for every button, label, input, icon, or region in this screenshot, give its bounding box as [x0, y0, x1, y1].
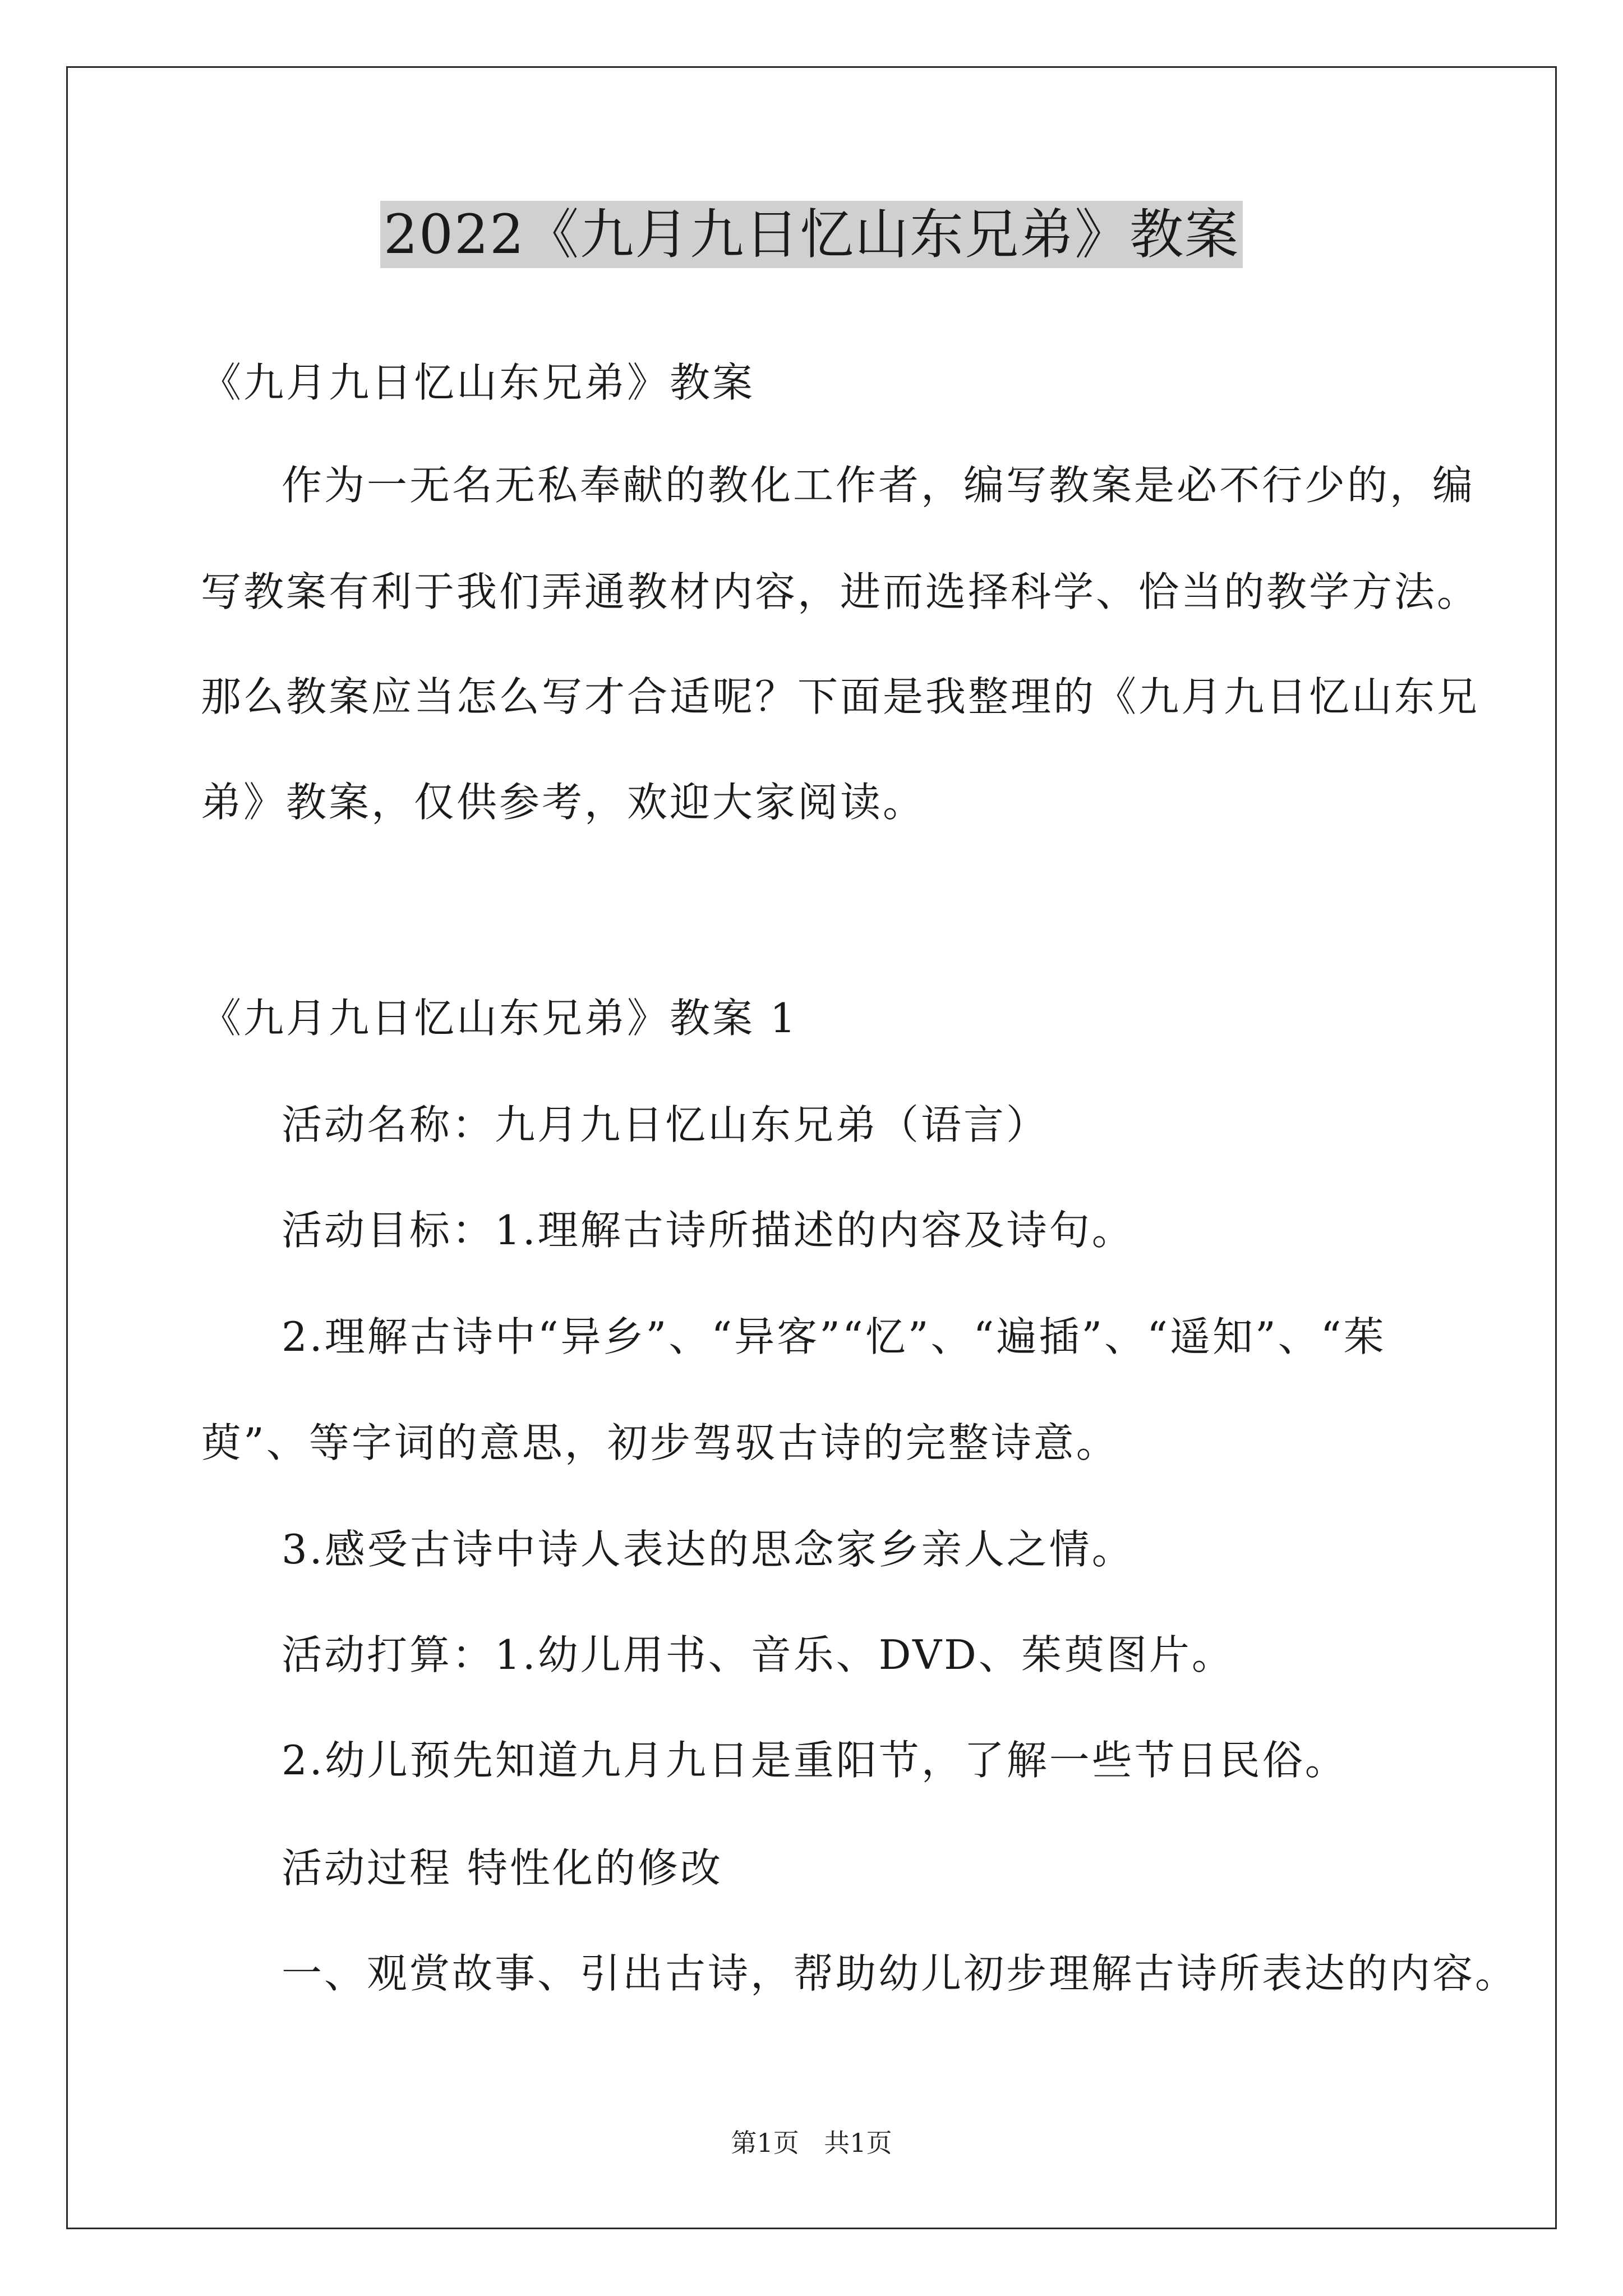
intro-line-1: 作为一无名无私奉献的教化工作者，编写教案是必不行少的，编	[282, 462, 1476, 509]
section-line-7: 2.幼儿预先知道九月九日是重阳节，了解一些节日民俗。	[282, 1737, 1348, 1784]
section-heading: 《九月九日忆山东兄弟》教案 1	[201, 995, 798, 1042]
intro-line-2: 写教案有利于我们弄通教材内容，进而选择科学、恰当的教学方法。	[201, 568, 1480, 615]
section-line-4: 萸”、等字词的意思，初步驾驭古诗的完整诗意。	[201, 1419, 1119, 1466]
section-line-6: 活动打算：1.幼儿用书、音乐、DVD、茱萸图片。	[282, 1631, 1234, 1678]
section-line-1: 活动名称：九月九日忆山东兄弟（语言）	[282, 1101, 1049, 1148]
section-line-9: 一、观赏故事、引出古诗，帮助幼儿初步理解古诗所表达的内容。	[282, 1950, 1518, 1997]
section-line-8: 活动过程 特性化的修改	[282, 1844, 723, 1892]
section-line-3: 2.理解古诗中“异乡”、“异客”“忆”、“遍插”、“遥知”、“茱	[282, 1313, 1386, 1360]
intro-line-4: 弟》教案，仅供参考，欢迎大家阅读。	[201, 779, 926, 826]
document-title	[0, 201, 1623, 268]
document-title-text: 2022《九月九日忆山东兄弟》教案	[380, 201, 1243, 268]
section-line-5: 3.感受古诗中诗人表达的思念家乡亲人之情。	[282, 1526, 1135, 1573]
page-footer: 第1页 共1页	[731, 2128, 892, 2158]
intro-line-3: 那么教案应当怎么写才合适呢？下面是我整理的《九月九日忆山东兄	[201, 673, 1480, 720]
document-subtitle: 《九月九日忆山东兄弟》教案	[201, 359, 755, 406]
section-line-2: 活动目标：1.理解古诗所描述的内容及诗句。	[282, 1207, 1135, 1254]
